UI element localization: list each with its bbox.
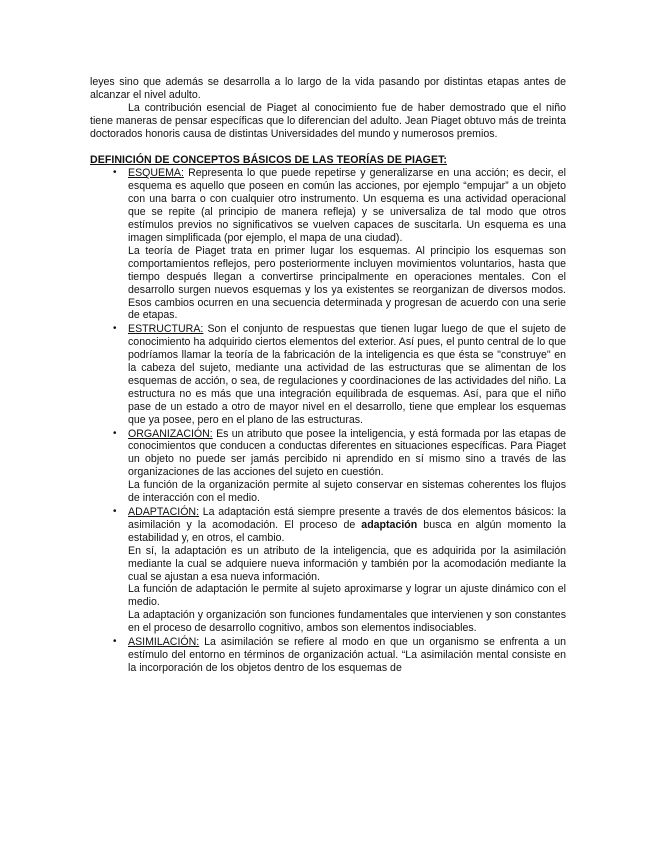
definition-organizacion xyxy=(128,428,566,480)
text-asimilacion: La asimilación se refiere al modo en que un organismo se enfrenta a un estímulo del entorno en términos de organización actual. “La asimilación mental consiste en la incorporación de los objetos dentro de los esquemas de xyxy=(128,636,566,674)
term-asimilacion: ASIMILACIÓN: xyxy=(128,636,200,649)
text-adaptacion-after: busca en algún momento la estabilidad y, en otros, el cambio. xyxy=(128,518,566,544)
intro-paragraph-1: leyes sino que además se desarrolla a lo largo de la vida pasando por distintas etapas antes de alcanzar el nivel adulto. xyxy=(90,76,566,101)
bold-adaptacion: adaptación xyxy=(361,518,418,531)
definition-estructura xyxy=(128,323,566,426)
bullet-icon: • xyxy=(113,167,117,179)
bullet-icon: • xyxy=(113,506,117,517)
definition-asimilacion xyxy=(128,636,566,675)
list-item-estructura xyxy=(90,323,566,426)
text-esquema: Representa lo que puede repetirse y generalizarse en una acción; es decir, el esquema es aquello que poseen en común las acciones, por ejemplo “empujar” a un objeto con una barra o con cualquier otro instrumento. Un esquema es una actividad operacional que se repite (al principio de manera refleja) y se universaliza de tal modo que otros estímulos previos no significativos se vuelven capaces de suscitarla. Un esquema es una imagen simplificada (por ejemplo, el mapa de una ciudad). xyxy=(128,167,566,244)
term-estructura: ESTRUCTURA: xyxy=(128,323,204,336)
paragraph-adaptacion-attribute: En sí, la adaptación es un atributo de la inteligencia, que es adquirida por la asimilación mediante la cual se adquiere nueva información y también por la acomodación mediante la cual se ajustan a esa nueva información. xyxy=(128,544,566,583)
paragraph-adaptacion-organizacion: La adaptación y organización son funciones fundamentales que intervienen y son constantes en el proceso de desarrollo cognitivo, ambos son elementos indisociables. xyxy=(128,609,566,635)
text-organizacion: Es un atributo que posee la inteligencia, y está formada por las etapas de conocimientos que conducen a conductas diferentes en situaciones específicas. Para Piaget un objeto no puede ser jamás percibido ni aprendido en sí mismo sino a través de las organizaciones de las acciones del sujeto en cuestión. xyxy=(128,427,566,479)
paragraph-organizacion-function: La función de la organización permite al sujeto conservar en sistemas coherentes los flujos de interacción con el medio. xyxy=(128,479,566,505)
section-heading: DEFINICIÓN DE CONCEPTOS BÁSICOS DE LAS TEORÍAS DE PIAGET: xyxy=(90,153,447,166)
list-item-organizacion xyxy=(90,428,566,505)
intro-paragraph-2: La contribución esencial de Piaget al conocimiento fue de haber demostrado que el niño tiene maneras de pensar específicas que lo diferencian del adulto. Jean Piaget obtuvo más de treinta doctorados honoris causa de distintas Universidades del mundo y numerosos premios. xyxy=(90,101,566,140)
bullet-icon: • xyxy=(113,636,117,648)
definition-adaptacion xyxy=(128,506,566,545)
text-adaptacion-before: La adaptación está siempre presente a través de dos elementos básicos: la asimilación y la acomodación. El proceso de xyxy=(128,506,566,531)
term-esquema: ESQUEMA: xyxy=(128,167,184,180)
definition-esquema xyxy=(128,167,566,244)
bullet-icon: • xyxy=(113,427,117,439)
list-item-adaptacion xyxy=(90,506,566,635)
concepts-list xyxy=(90,167,566,674)
term-organizacion: ORGANIZACIÓN: xyxy=(128,427,213,440)
list-item-asimilacion xyxy=(90,636,566,675)
paragraph-adaptacion-function: La función de adaptación le permite al sujeto aproximarse y lograr un ajuste dinámico con el medio. xyxy=(128,583,566,609)
document-page xyxy=(90,76,566,676)
paragraph-esquema-theory: La teoría de Piaget trata en primer lugar los esquemas. Al principio los esquemas son comportamientos reflejos, pero posteriormente incluyen movimientos voluntarios, hasta que tiempo después llegan a convertirse principalmente en operaciones mentales. Con el desarrollo surgen nuevos esquemas y los ya existentes se reorganizan de diversos modos. Esos cambios ocurren en una secuencia determinada y progresan de acuerdo con una serie de etapas. xyxy=(128,244,566,322)
text-estructura: Son el conjunto de respuestas que tienen lugar luego de que el sujeto de conocimiento ha adquirido ciertos elementos del exterior. Así pues, el punto central de lo que podríamos llamar la teoría de la fabricación de la inteligencia es que ésta se "construye" en la cabeza del sujeto, mediante una actividad de las estructuras que se alimentan de los esquemas de acción, o sea, de regulaciones y coordinaciones de las actividades del niño. La estructura no es más que una integración equilibrada de esquemas. Así, para que el niño pase de un estado a otro de mayor nivel en el desarrollo, tiene que emplear los esquemas que ya posee, pero en el plano de las estructuras. xyxy=(128,323,566,426)
term-adaptacion: ADAPTACIÓN: xyxy=(128,506,200,518)
list-item-esquema xyxy=(90,167,566,322)
bullet-icon: • xyxy=(113,323,117,335)
